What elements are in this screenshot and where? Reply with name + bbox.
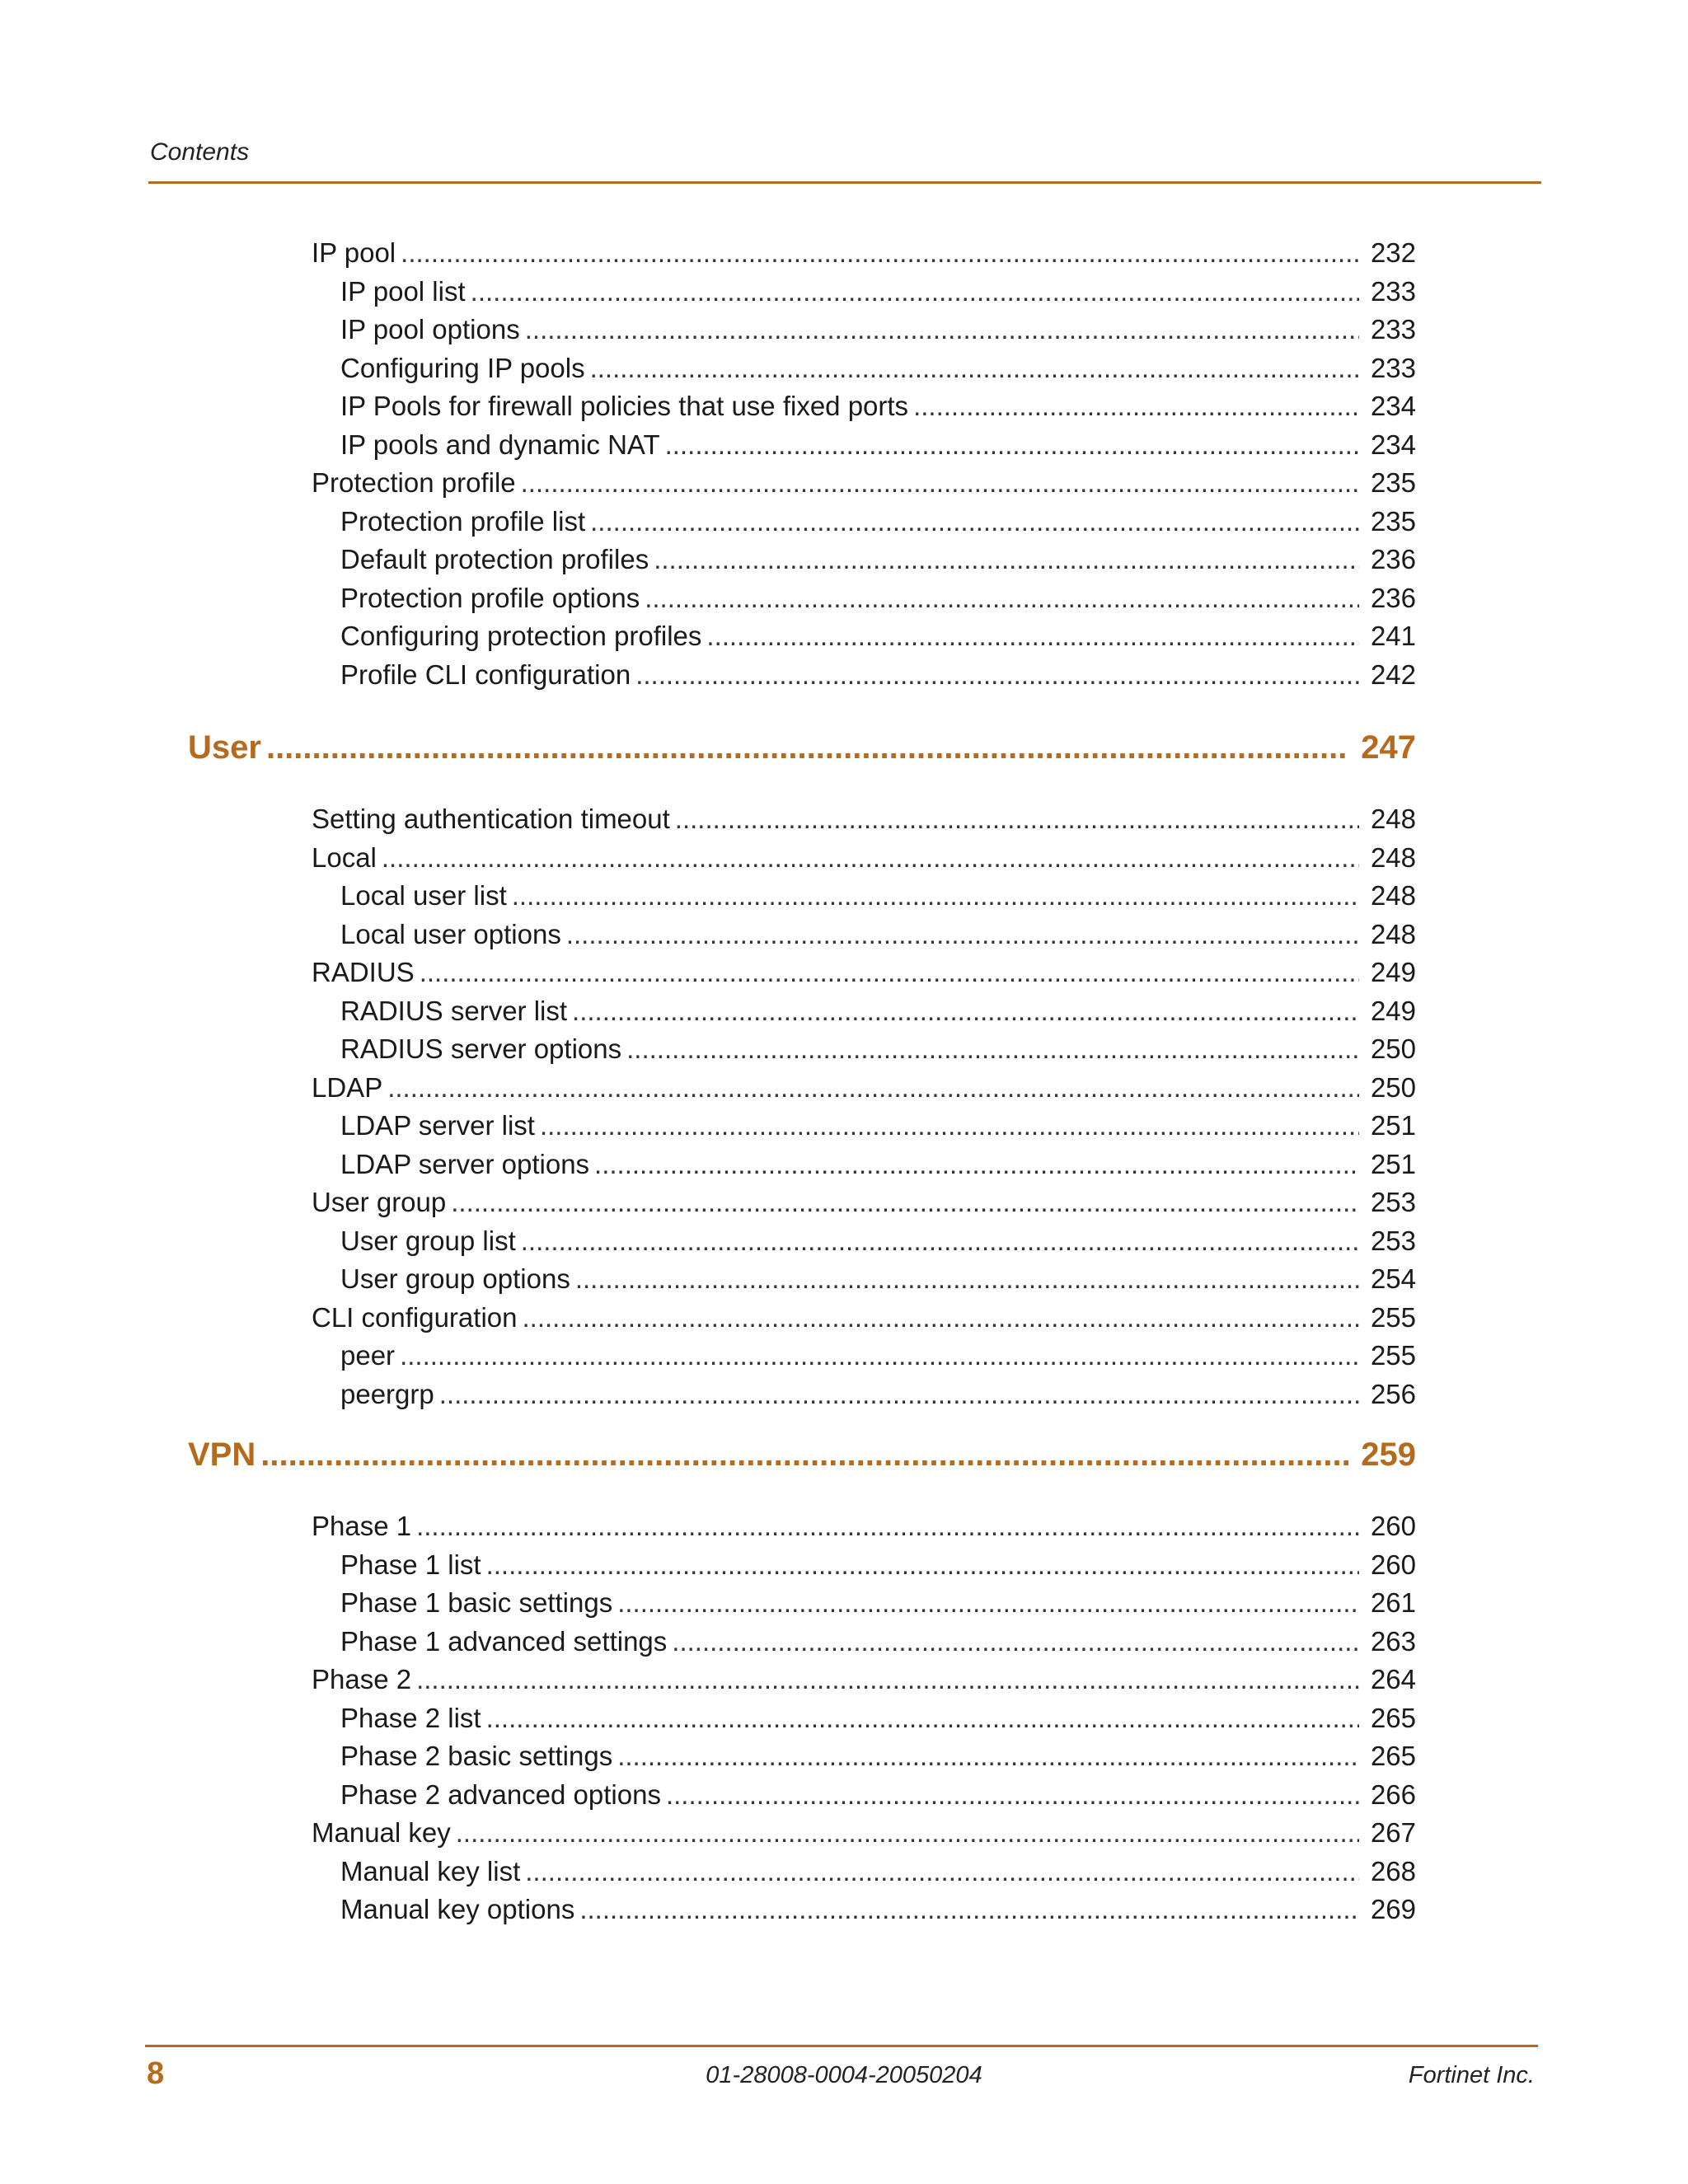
toc-leader-dots: [522, 1302, 1358, 1333]
toc-leader-dots: [635, 659, 1359, 691]
toc-leader-dots: [456, 1817, 1359, 1849]
toc-leader-dots: [590, 506, 1359, 537]
toc-leader-dots: [579, 1894, 1359, 1925]
toc-leader-dots: [590, 353, 1359, 384]
toc-leader-dots: [521, 1226, 1359, 1257]
toc-leader-dots: [525, 314, 1359, 345]
toc-entry-page: 248: [1370, 841, 1416, 873]
toc-entry-page: 263: [1370, 1625, 1416, 1657]
footer-rule: [145, 2045, 1538, 2047]
toc-leader-dots: [913, 391, 1359, 422]
running-header: Contents: [150, 138, 250, 166]
toc-entry-page: 236: [1370, 582, 1416, 613]
header-rule: [148, 181, 1541, 184]
toc-entry[interactable]: [312, 1187, 1416, 1220]
toc-entry-title: LDAP server list: [340, 1110, 535, 1141]
toc-entry-title: VPN: [188, 1436, 256, 1473]
toc-entry-title: Manual key: [312, 1817, 451, 1848]
toc-leader-dots: [451, 1187, 1359, 1218]
toc-entry-title: Phase 2 list: [340, 1702, 481, 1733]
toc-entry[interactable]: [340, 506, 1416, 539]
toc-leader-dots: [401, 237, 1359, 269]
toc-entry-page: 248: [1370, 880, 1416, 911]
toc-entry-title: Local user options: [340, 918, 561, 949]
toc-entry-page: 259: [1361, 1436, 1416, 1473]
toc-entry-page: 234: [1370, 391, 1416, 421]
toc-entry[interactable]: [340, 1149, 1416, 1182]
toc-entry-title: Phase 1 list: [340, 1549, 481, 1580]
toc-entry[interactable]: [312, 1302, 1416, 1335]
toc-entry[interactable]: [340, 1587, 1416, 1620]
toc-entry[interactable]: [312, 1817, 1416, 1850]
toc-entry-title: IP pool: [312, 237, 396, 268]
toc-entry-title: Default protection profiles: [340, 544, 649, 574]
toc-entry[interactable]: [340, 1263, 1416, 1296]
toc-entry[interactable]: [340, 1110, 1416, 1143]
footer-company: Fortinet Inc.: [1408, 2062, 1535, 2088]
toc-leader-dots: [387, 1072, 1359, 1104]
toc-entry-title: peer: [340, 1340, 396, 1371]
toc-entry-title: peergrp: [340, 1378, 434, 1409]
toc-entry[interactable]: [312, 804, 1416, 837]
toc-leader-dots: [617, 1741, 1359, 1772]
toc-leader-dots: [525, 1856, 1359, 1887]
toc-entry[interactable]: [340, 919, 1416, 952]
toc-entry-title: RADIUS server options: [340, 1033, 622, 1064]
toc-entry-page: 265: [1370, 1702, 1416, 1733]
toc-entry-page: 265: [1370, 1741, 1416, 1771]
toc-entry-title: User group options: [340, 1263, 570, 1294]
toc-entry-page: 233: [1370, 275, 1416, 307]
toc-entry-title: User group: [312, 1187, 447, 1217]
toc-leader-dots: [666, 1779, 1359, 1811]
toc-entry[interactable]: [340, 1856, 1416, 1889]
toc-leader-dots: [416, 1664, 1359, 1695]
toc-entry-title: Configuring protection profiles: [340, 621, 702, 651]
toc-leader-dots: [260, 1436, 1349, 1474]
toc-entry-page: 264: [1370, 1664, 1416, 1694]
toc-entry[interactable]: [340, 429, 1416, 462]
toc-entry-title: IP pools and dynamic NAT: [340, 429, 660, 460]
toc-entry-page: 249: [1370, 995, 1416, 1026]
toc-entry[interactable]: [340, 1779, 1416, 1812]
toc-entry[interactable]: [312, 957, 1416, 990]
toc-entry-title: Configuring IP pools: [340, 352, 585, 383]
toc-entry-page: 250: [1370, 1071, 1416, 1103]
toc-leader-dots: [400, 1340, 1359, 1371]
toc-chapter-entry[interactable]: [188, 729, 1416, 771]
toc-leader-dots: [471, 276, 1359, 307]
toc-entry[interactable]: [312, 1072, 1416, 1105]
toc-entry[interactable]: [312, 467, 1416, 500]
toc-leader-dots: [416, 1511, 1359, 1542]
toc-entry[interactable]: [340, 659, 1416, 692]
toc-entry-page: 233: [1370, 352, 1416, 383]
toc-entry-page: 260: [1370, 1511, 1416, 1541]
toc-entry-title: Local user list: [340, 880, 507, 911]
toc-entry-page: 254: [1370, 1263, 1416, 1294]
toc-entry[interactable]: [340, 1379, 1416, 1412]
toc-leader-dots: [575, 1263, 1359, 1295]
toc-entry-page: 256: [1370, 1378, 1416, 1409]
toc-entry-title: Manual key options: [340, 1894, 575, 1924]
toc-entry-page: 247: [1361, 729, 1416, 766]
toc-entry-title: Protection profile: [312, 467, 516, 498]
toc-entry-title: User group list: [340, 1225, 516, 1256]
toc-entry-page: 253: [1370, 1225, 1416, 1256]
toc-entry-page: 233: [1370, 314, 1416, 344]
toc-entry[interactable]: [340, 1033, 1416, 1066]
toc-leader-dots: [486, 1549, 1359, 1581]
toc-entry-page: 268: [1370, 1855, 1416, 1886]
toc-entry[interactable]: [312, 237, 1416, 270]
toc-entry-page: 235: [1370, 467, 1416, 498]
toc-entry-page: 260: [1370, 1549, 1416, 1580]
toc-entry-page: 236: [1370, 544, 1416, 574]
toc-entry-page: 249: [1370, 957, 1416, 987]
toc-entry-page: 261: [1370, 1587, 1416, 1618]
toc-entry[interactable]: [340, 314, 1416, 347]
toc-entry-title: IP pool options: [340, 314, 520, 344]
toc-entry[interactable]: [340, 1340, 1416, 1373]
toc-entry[interactable]: [340, 1894, 1416, 1927]
toc-entry[interactable]: [340, 353, 1416, 386]
toc-entry-page: 248: [1370, 804, 1416, 834]
toc-leader-dots: [626, 1033, 1359, 1065]
toc-leader-dots: [617, 1587, 1359, 1619]
toc-entry-title: Manual key list: [340, 1855, 521, 1886]
toc-entry-page: 250: [1370, 1033, 1416, 1064]
toc-entry-page: 251: [1370, 1148, 1416, 1179]
toc-chapter-entry[interactable]: [188, 1436, 1416, 1478]
toc-entry-title: Phase 1: [312, 1511, 412, 1541]
toc-entry-page: 251: [1370, 1110, 1416, 1141]
toc-leader-dots: [706, 621, 1359, 652]
toc-entry-title: CLI configuration: [312, 1301, 518, 1333]
toc-entry-page: 267: [1370, 1817, 1416, 1848]
toc-entry[interactable]: [340, 583, 1416, 616]
toc-entry-title: Protection profile list: [340, 505, 586, 537]
toc-entry-page: 242: [1370, 658, 1416, 690]
toc-entry-page: 234: [1370, 429, 1416, 460]
toc-entry[interactable]: [312, 842, 1416, 875]
toc-entry[interactable]: [312, 1511, 1416, 1544]
toc-leader-dots: [594, 1149, 1359, 1180]
footer-page-number: 8: [147, 2056, 165, 2091]
toc-leader-dots: [665, 429, 1359, 461]
toc-entry-title: Phase 2 basic settings: [340, 1741, 613, 1771]
toc-entry-title: Local: [312, 841, 377, 873]
footer-document-id: 01-28008-0004-20050204: [706, 2062, 982, 2088]
toc-entry[interactable]: [340, 880, 1416, 913]
toc-entry-title: Phase 1 advanced settings: [340, 1625, 668, 1657]
toc-leader-dots: [654, 544, 1359, 575]
toc-entry[interactable]: [340, 996, 1416, 1029]
toc-entry[interactable]: [340, 391, 1416, 424]
toc-entry-title: Phase 1 basic settings: [340, 1587, 613, 1618]
toc-entry-page: 253: [1370, 1187, 1416, 1217]
toc-leader-dots: [439, 1379, 1359, 1410]
toc-entry-page: 248: [1370, 918, 1416, 949]
toc-entry[interactable]: [340, 1626, 1416, 1659]
toc-leader-dots: [566, 919, 1359, 950]
toc-entry-page: 266: [1370, 1779, 1416, 1810]
toc-entry-page: 232: [1370, 237, 1416, 268]
toc-entry[interactable]: [340, 1741, 1416, 1774]
toc-leader-dots: [645, 583, 1359, 614]
toc-entry[interactable]: [340, 1703, 1416, 1736]
toc-entry-title: IP Pools for firewall policies that use fixed ports: [340, 391, 909, 421]
toc-leader-dots: [540, 1110, 1359, 1141]
toc-entry[interactable]: [312, 1664, 1416, 1697]
toc-entry-page: 269: [1370, 1894, 1416, 1924]
toc-leader-dots: [382, 842, 1359, 874]
toc-entry-title: LDAP: [312, 1071, 383, 1103]
toc-entry-title: Phase 2 advanced options: [340, 1779, 661, 1810]
toc-leader-dots: [486, 1703, 1359, 1734]
toc-entry-page: 241: [1370, 621, 1416, 651]
toc-leader-dots: [512, 880, 1359, 912]
toc-leader-dots: [266, 729, 1349, 766]
toc-leader-dots: [521, 467, 1359, 499]
toc-entry-title: Profile CLI configuration: [340, 658, 631, 690]
toc-entry[interactable]: [340, 1549, 1416, 1582]
toc-entry-page: 255: [1370, 1340, 1416, 1371]
toc-entry-page: 255: [1370, 1301, 1416, 1333]
toc-entry-title: User: [188, 729, 261, 766]
toc-entry-title: RADIUS: [312, 957, 415, 987]
toc-entry[interactable]: [340, 276, 1416, 309]
toc-entry-title: LDAP server options: [340, 1148, 590, 1179]
toc-leader-dots: [420, 957, 1359, 988]
toc-entry[interactable]: [340, 621, 1416, 654]
toc-entry-title: Protection profile options: [340, 582, 640, 613]
toc-leader-dots: [572, 996, 1359, 1027]
toc-entry[interactable]: [340, 544, 1416, 577]
toc-entry-title: Setting authentication timeout: [312, 804, 670, 834]
toc-leader-dots: [675, 804, 1359, 835]
toc-entry[interactable]: [340, 1226, 1416, 1258]
toc-entry-title: Phase 2: [312, 1664, 412, 1694]
toc-entry-title: IP pool list: [340, 275, 466, 307]
toc-leader-dots: [672, 1626, 1359, 1657]
toc-entry-title: RADIUS server list: [340, 995, 568, 1026]
toc-entry-page: 235: [1370, 505, 1416, 537]
